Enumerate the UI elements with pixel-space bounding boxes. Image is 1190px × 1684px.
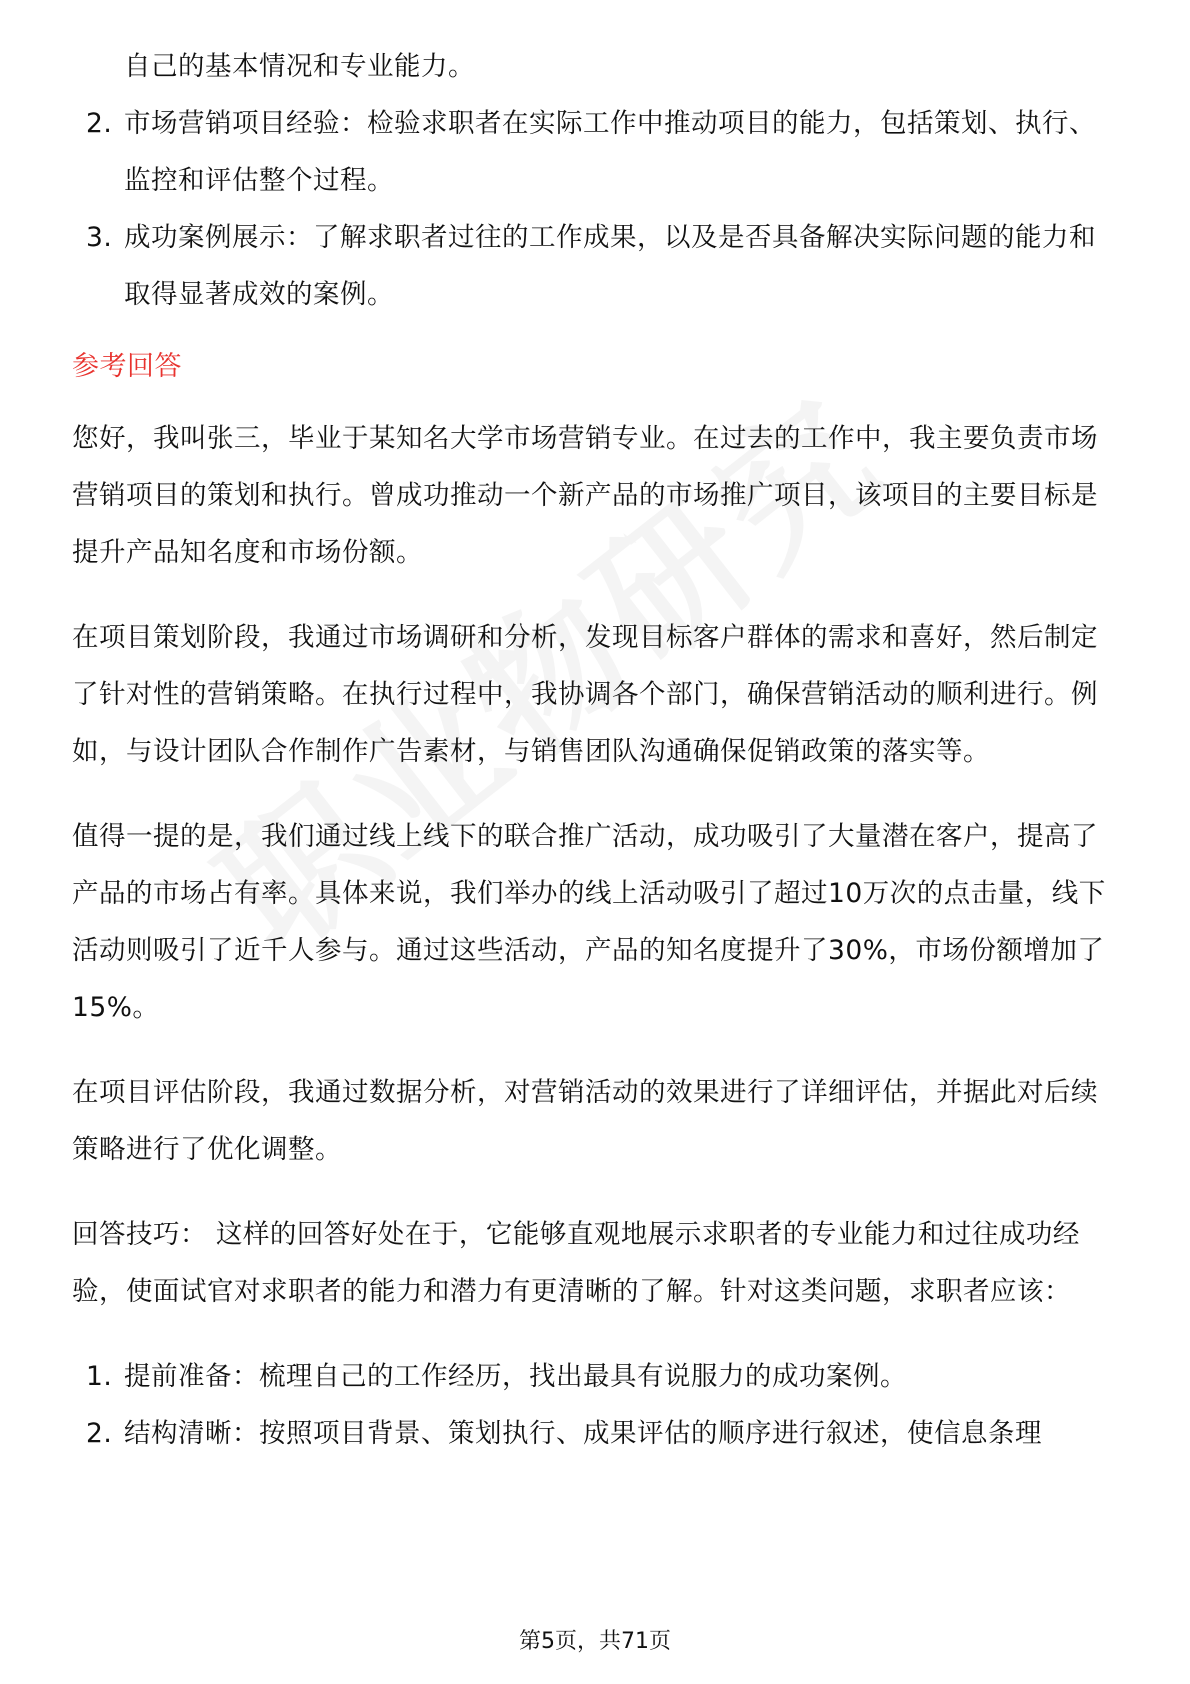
list-item-text: 成功案例展示：了解求职者过往的工作成果，以及是否具备解决实际问题的能力和取得显著成效的案例。 <box>124 222 1096 310</box>
list-item <box>72 1348 1122 1405</box>
page-footer: 第5页，共71页 <box>519 1629 671 1654</box>
list-item <box>72 1405 1122 1462</box>
list-item-text: 提前准备：梳理自己的工作经历，找出最具有说服力的成功案例。 <box>124 1361 907 1392</box>
answer-paragraph: 值得一提的是，我们通过线上线下的联合推广活动，成功吸引了大量潜在客户，提高了产品的市场占有率。具体来说，我们举办的线上活动吸引了超过10万次的点击量，线下活动则吸引了近千人参与。通过这些活动，产品的知名度提升了30%，市场份额增加了15%。 <box>72 821 1106 1023</box>
answer-paragraph: 在项目评估阶段，我通过数据分析，对营销活动的效果进行了详细评估，并据此对后续策略进行了优化调整。 <box>72 1077 1098 1165</box>
list-item <box>72 95 1122 209</box>
answer-paragraph: 您好，我叫张三，毕业于某知名大学市场营销专业。在过去的工作中，我主要负责市场营销项目的策划和执行。曾成功推动一个新产品的市场推广项目，该项目的主要目标是提升产品知名度和市场份额。 <box>72 423 1098 568</box>
tips-list <box>72 1348 1122 1462</box>
list-number: 2. <box>86 108 113 139</box>
list-item-text: 结构清晰：按照项目背景、策划执行、成果评估的顺序进行叙述，使信息条理 <box>124 1418 1042 1449</box>
list-number: 3. <box>86 222 113 253</box>
list-item-text: 市场营销项目经验：检验求职者在实际工作中推动项目的能力，包括策划、执行、监控和评估整个过程。 <box>124 108 1096 196</box>
criteria-list <box>72 95 1122 323</box>
list-item-continuation: 自己的基本情况和专业能力。 <box>124 51 475 82</box>
list-item <box>72 209 1122 323</box>
list-number: 1. <box>86 1361 113 1392</box>
section-heading: 参考回答 <box>72 351 182 382</box>
list-number: 2. <box>86 1418 113 1449</box>
answer-paragraph: 在项目策划阶段，我通过市场调研和分析，发现目标客户群体的需求和喜好，然后制定了针对性的营销策略。在执行过程中，我协调各个部门，确保营销活动的顺利进行。例如，与设计团队合作制作广告素材，与销售团队沟通确保促销政策的落实等。 <box>72 622 1098 767</box>
page-content <box>72 38 1122 1462</box>
tips-paragraph: 回答技巧： 这样的回答好处在于，它能够直观地展示求职者的专业能力和过往成功经验，使面试官对求职者的能力和潜力有更清晰的了解。针对这类问题，求职者应该： <box>72 1219 1080 1307</box>
